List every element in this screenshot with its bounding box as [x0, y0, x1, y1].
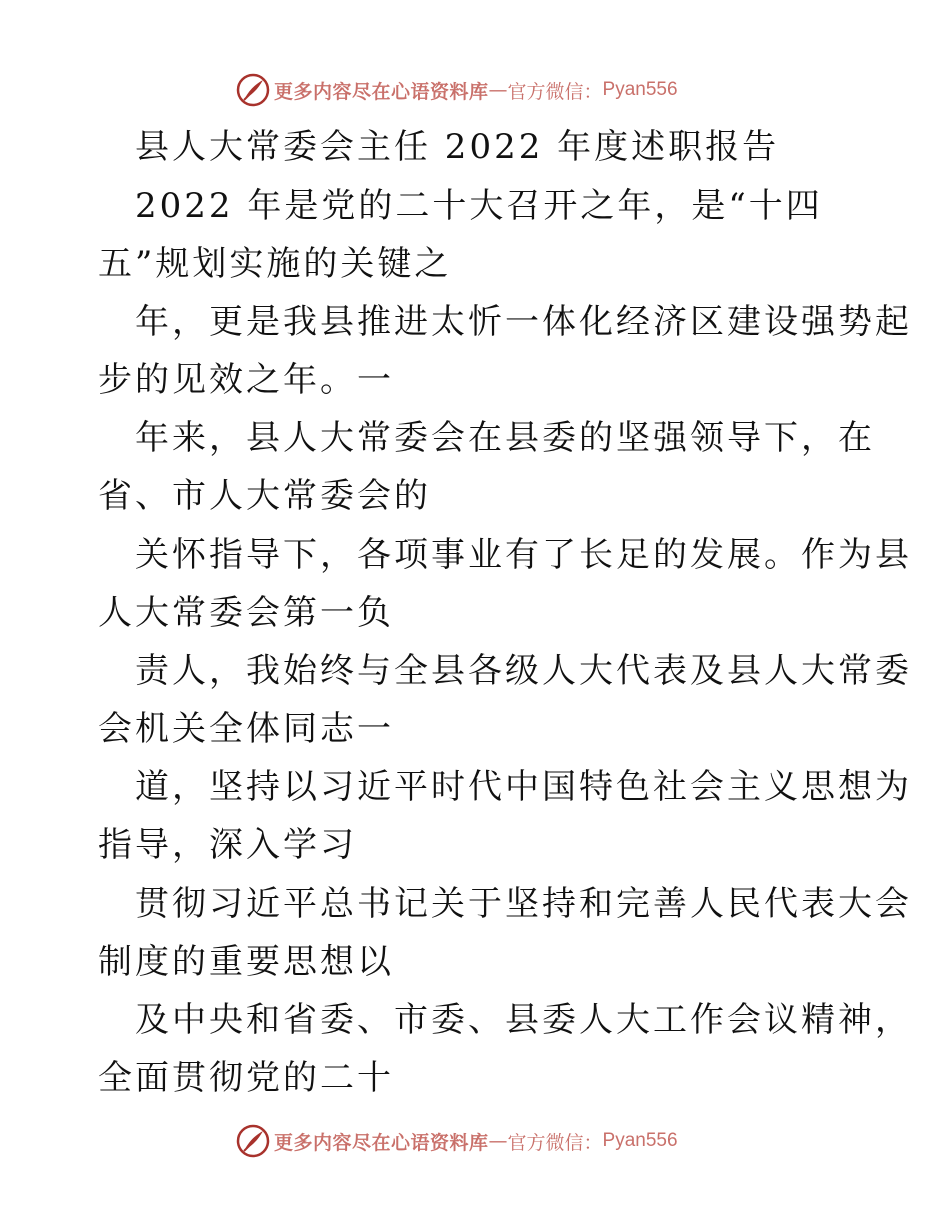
watermark-official-label: 官方微信：: [507, 80, 603, 103]
paragraph-line: 贯彻习近平总书记关于坚持和完善人民代表大会: [135, 884, 912, 924]
document-title: 县人大常委会主任 2022 年度述职报告: [135, 127, 780, 167]
watermark-official-label: 官方微信：: [507, 1131, 603, 1154]
quill-logo-icon: [236, 1124, 270, 1158]
paragraph-line: 及中央和省委、市委、县委人大工作会议精神，: [135, 1000, 912, 1040]
paragraph-line: 2022 年是党的二十大召开之年，是“十四: [135, 186, 823, 226]
paragraph-line: 年来，县人大常委会在县委的坚强领导下，在: [135, 418, 875, 458]
paragraph-line: 道，坚持以习近平时代中国特色社会主义思想为: [135, 767, 912, 807]
paragraph-line: 责人，我始终与全县各级人大代表及县人大常委: [135, 651, 912, 691]
quill-logo-icon: [236, 73, 270, 107]
paragraph-line: 制度的重要思想以: [98, 942, 394, 982]
paragraph-line: 年，更是我县推进太忻一体化经济区建设强势起: [135, 302, 912, 342]
watermark-dash: —: [488, 1130, 508, 1152]
paragraph-line: 全面贯彻党的二十: [98, 1058, 394, 1098]
watermark-wechat-id: Pyan556: [602, 79, 678, 100]
paragraph-line: 步的见效之年。一: [98, 360, 394, 400]
paragraph-line: 省、市人大常委会的: [98, 476, 431, 516]
watermark-text: 更多内容尽在心语资料库: [274, 80, 489, 103]
watermark-wechat-id: Pyan556: [602, 1130, 678, 1151]
footer-watermark: [236, 1123, 678, 1159]
paragraph-line: 人大常委会第一负: [98, 593, 394, 633]
watermark-text: 更多内容尽在心语资料库: [274, 1131, 489, 1154]
paragraph-line: 会机关全体同志一: [98, 709, 394, 749]
watermark-dash: —: [488, 79, 508, 101]
paragraph-line: 指导，深入学习: [98, 825, 357, 865]
paragraph-line: 关怀指导下，各项事业有了长足的发展。作为县: [135, 535, 912, 575]
header-watermark: [236, 72, 678, 108]
paragraph-line: 五”规划实施的关键之: [98, 244, 452, 284]
